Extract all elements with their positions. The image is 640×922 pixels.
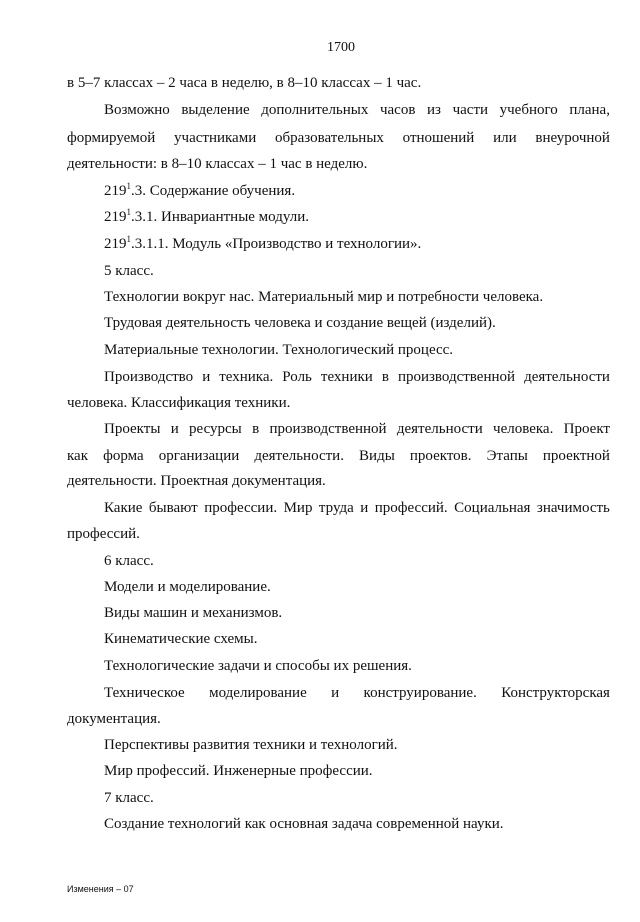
justified-line [104, 499, 610, 517]
section-title: .3.1.1. Модуль «Производство и технологии». [131, 236, 422, 252]
footer-note: Изменения – 07 [67, 884, 134, 894]
word: внеурочной [535, 130, 610, 146]
word: проектной [542, 448, 610, 464]
word: Производство [104, 369, 194, 385]
word: деятельности [524, 369, 610, 385]
justified-line [104, 420, 610, 438]
word: и [360, 500, 369, 516]
section-superscript: 1 [126, 207, 131, 217]
text-line: Создание технологий как основная задача современной науки. [104, 816, 504, 832]
word: форма [103, 448, 144, 464]
word: профессий. [374, 500, 448, 516]
word: Техническое [104, 685, 185, 701]
word: деятельности [396, 421, 483, 437]
justified-line [104, 368, 610, 386]
word: Этапы [486, 448, 528, 464]
text-line: деятельности. Проектная документация. [67, 473, 326, 489]
section-title: .3.1. Инвариантные модули. [131, 209, 309, 225]
justified-line [104, 101, 610, 119]
word: конструирование. [363, 685, 477, 701]
word: Возможно [104, 102, 170, 118]
word: части [452, 102, 489, 118]
word: часов [379, 102, 416, 118]
word: Роль [282, 369, 312, 385]
text-line: Перспективы развития техники и технологий. [104, 737, 398, 753]
word: дополнительных [261, 102, 369, 118]
section-superscript: 1 [126, 234, 131, 244]
word: Проект [563, 421, 610, 437]
text-line: Технологии вокруг нас. Материальный мир и потребности человека. [104, 289, 544, 305]
justified-line [104, 684, 610, 702]
word: Виды [359, 448, 395, 464]
word: Конструкторская [501, 685, 610, 701]
word: как [67, 448, 89, 464]
grade-heading: 6 класс. [104, 553, 154, 569]
word: производственной [397, 369, 516, 385]
section-title: .3. Содержание обучения. [131, 183, 296, 199]
word: отношений [402, 130, 475, 146]
justified-line [67, 447, 610, 465]
word: из [427, 102, 441, 118]
word: Мир [283, 500, 313, 516]
word: Социальная [454, 500, 531, 516]
text-line: деятельности: в 8–10 классах – 1 час в неделю. [67, 156, 368, 172]
word: ресурсы [189, 421, 242, 437]
word: деятельности. [254, 448, 344, 464]
grade-heading: 5 класс. [104, 263, 154, 279]
word: значимость [536, 500, 610, 516]
section-heading [104, 235, 421, 253]
text-line: Трудовая деятельность человека и создание вещей (изделий). [104, 315, 496, 331]
word: и [331, 685, 340, 701]
word: организации [158, 448, 240, 464]
word: Какие [104, 500, 143, 516]
word: образовательных [274, 130, 384, 146]
text-line: документация. [67, 711, 161, 727]
section-number: 219 [104, 236, 127, 252]
word: моделирование [209, 685, 307, 701]
section-heading [104, 182, 295, 200]
word: или [493, 130, 517, 146]
text-line: человека. Классификация техники. [67, 395, 291, 411]
word: в [381, 369, 389, 385]
text-line: Технологические задачи и способы их решения. [104, 658, 412, 674]
text-line: в 5–7 классах – 2 часа в неделю, в 8–10 классах – 1 час. [67, 75, 422, 91]
word: производственной [269, 421, 387, 437]
word: и [202, 369, 211, 385]
word: техника. [219, 369, 274, 385]
section-number: 219 [104, 209, 127, 225]
word: профессии. [204, 500, 278, 516]
word: формируемой [67, 130, 156, 146]
text-line: профессий. [67, 526, 140, 542]
word: техники [320, 369, 373, 385]
text-line: Виды машин и механизмов. [104, 605, 283, 621]
word: человека. [493, 421, 554, 437]
text-line: Кинематические схемы. [104, 631, 258, 647]
word: учебного [499, 102, 558, 118]
section-number: 219 [104, 183, 127, 199]
word: проектов. [409, 448, 472, 464]
text-line: Материальные технологии. Технологический процесс. [104, 342, 454, 358]
text-line: Модели и моделирование. [104, 579, 271, 595]
word: участниками [174, 130, 257, 146]
section-heading [104, 208, 309, 226]
word: выделение [181, 102, 250, 118]
word: и [170, 421, 179, 437]
word: плана, [569, 102, 610, 118]
word: в [252, 421, 260, 437]
grade-heading: 7 класс. [104, 790, 154, 806]
word: Проекты [104, 421, 161, 437]
text-line: Мир профессий. Инженерные профессии. [104, 763, 373, 779]
page-number: 1700 [327, 40, 355, 55]
word: бывают [148, 500, 198, 516]
word: труда [318, 500, 354, 516]
justified-line [67, 129, 610, 147]
section-superscript: 1 [126, 181, 131, 191]
